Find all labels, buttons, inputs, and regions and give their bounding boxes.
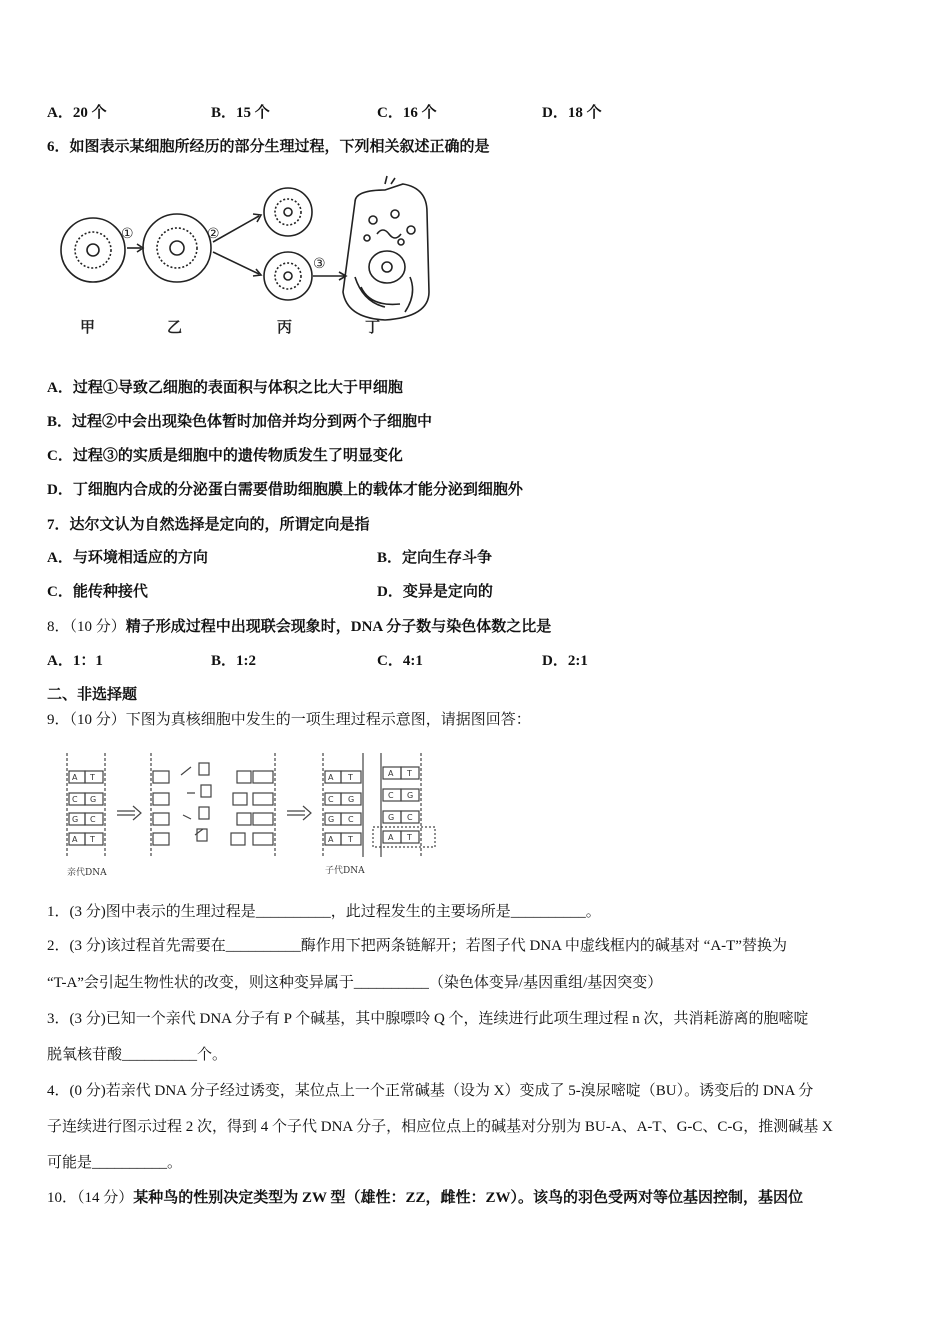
label-bing: 丙 [277, 318, 293, 336]
label-yi: 乙 [167, 318, 183, 336]
svg-text:C: C [388, 791, 394, 800]
svg-text:A: A [328, 835, 334, 844]
svg-text:A: A [388, 833, 394, 842]
unwinding-dna [151, 753, 211, 857]
replicating-dna [231, 753, 275, 857]
q7-option-a: A．与环境相适应的方向 [47, 550, 208, 566]
q7-option-b: B．定向生存斗争 [377, 550, 493, 566]
cell-bing-bottom [264, 252, 312, 300]
q8-option-c: C．4:1 [377, 653, 423, 669]
svg-text:T: T [407, 769, 412, 778]
q8-stem: 精子形成过程中出现联会现象时，DNA 分子数与染色体数之比是 [125, 619, 552, 635]
q8-number: 8．（10 分） [47, 619, 126, 635]
svg-text:A: A [72, 835, 78, 844]
q6-option-d: D．丁细胞内合成的分泌蛋白需要借助细胞膜上的载体才能分泌到细胞外 [47, 482, 523, 498]
svg-text:A: A [72, 773, 78, 782]
svg-text:G: G [407, 791, 414, 800]
svg-text:T: T [90, 773, 95, 782]
svg-text:C: C [348, 815, 354, 824]
step3-label: ③ [313, 256, 326, 272]
label-jia: 甲 [80, 318, 96, 336]
step1-label: ① [121, 226, 134, 242]
svg-text:C: C [72, 795, 78, 804]
svg-text:G: G [388, 813, 395, 822]
q9-sub2-line2: “T-A”会引起生物性状的改变，则这种变异属于__________（染色体变异/基因重组/基因突变） [47, 975, 663, 991]
q7-option-d: D．变异是定向的 [377, 584, 493, 600]
q9-sub2-line1: 2．(3 分)该过程首先需要在__________酶作用下把两条链解开；若图子代 DNA 中虚线框内的碱基对 “A-T”替换为 [47, 938, 787, 954]
child-dna-label: 子代DNA [325, 866, 365, 876]
q9-sub4-line3: 可能是__________。 [47, 1155, 183, 1171]
q8-line [47, 617, 551, 637]
q6-option-b: B．过程②中会出现染色体暂时加倍并均分到两个子细胞中 [47, 414, 433, 430]
q8-option-b: B．1:2 [211, 653, 257, 669]
section-heading: 二、非选择题 [47, 687, 138, 703]
cell-jia [61, 218, 125, 282]
q5-option-d: D．18 个 [542, 105, 602, 121]
arrow-unwind [117, 806, 141, 820]
q6-option-a: A．过程①导致乙细胞的表面积与体积之比大于甲细胞 [47, 380, 403, 396]
svg-text:A: A [328, 773, 334, 782]
label-ding: 丁 [365, 318, 381, 336]
svg-text:A: A [388, 769, 394, 778]
svg-text:G: G [90, 795, 97, 804]
q6-stem: 6．如图表示某细胞所经历的部分生理过程，下列相关叙述正确的是 [47, 139, 490, 155]
svg-text:T: T [90, 835, 95, 844]
cell-process-figure [55, 172, 435, 342]
svg-text:G: G [348, 795, 355, 804]
svg-text:C: C [328, 795, 334, 804]
svg-text:T: T [348, 773, 353, 782]
cell-bing-top [264, 188, 312, 236]
q9-sub3-line2: 脱氧核苷酸__________个。 [47, 1047, 228, 1063]
q9-sub3-line1: 3．(3 分)已知一个亲代 DNA 分子有 P 个碱基，其中腺嘌呤 Q 个，连续进行此项生理过程 n 次，共消耗游离的胞嘧啶 [47, 1011, 809, 1027]
svg-text:C: C [90, 815, 96, 824]
q9-sub4-line1: 4．(0 分)若亲代 DNA 分子经过诱变，某位点上一个正常碱基（设为 X）变成了 5-溴尿嘧啶（BU）。诱变后的 DNA 分 [47, 1083, 814, 1099]
q9-sub4-line2: 子连续进行图示过程 2 次，得到 4 个子代 DNA 分子，相应位点上的碱基对分别为 BU-A、A-T、G-C、C-G，推测碱基 X [47, 1119, 833, 1135]
q9-sub1: 1．(3 分)图中表示的生理过程是__________，此过程发生的主要场所是__________。 [47, 904, 601, 920]
q5-option-b: B．15 个 [211, 105, 270, 121]
q5-option-c: C．16 个 [377, 105, 437, 121]
svg-text:T: T [348, 835, 353, 844]
svg-text:G: G [72, 815, 79, 824]
q10-line [47, 1188, 803, 1208]
q7-stem: 7．达尔文认为自然选择是定向的，所谓定向是指 [47, 517, 370, 533]
dna-replication-figure [55, 745, 445, 880]
q5-option-a: A．20 个 [47, 105, 107, 121]
svg-text:G: G [328, 815, 335, 824]
step2-label: ② [207, 226, 220, 242]
q10-number: 10．（14 分） [47, 1190, 134, 1206]
q10-stem: 某种鸟的性别决定类型为 ZW 型（雄性：ZZ，雌性：ZW）。该鸟的羽色受两对等位基因控制，基因位 [133, 1190, 804, 1206]
q6-option-c: C．过程③的实质是细胞中的遗传物质发生了明显变化 [47, 448, 403, 464]
svg-text:C: C [407, 813, 413, 822]
parent-dna-label: 亲代DNA [67, 868, 107, 878]
cell-ding [343, 176, 429, 320]
q8-option-d: D．2:1 [542, 653, 588, 669]
q9-stem: 9．（10 分）下图为真核细胞中发生的一项生理过程示意图，请据图回答： [47, 712, 531, 728]
q8-option-a: A．1：1 [47, 653, 103, 669]
arrow-complete [287, 806, 311, 820]
q7-option-c: C．能传种接代 [47, 584, 148, 600]
dashed-box [373, 827, 435, 847]
cell-yi [143, 214, 211, 282]
arrow-step2-down [213, 252, 259, 274]
daughter-dna-2 [373, 753, 435, 857]
arrow-step2-up [213, 216, 259, 242]
svg-text:T: T [407, 833, 412, 842]
